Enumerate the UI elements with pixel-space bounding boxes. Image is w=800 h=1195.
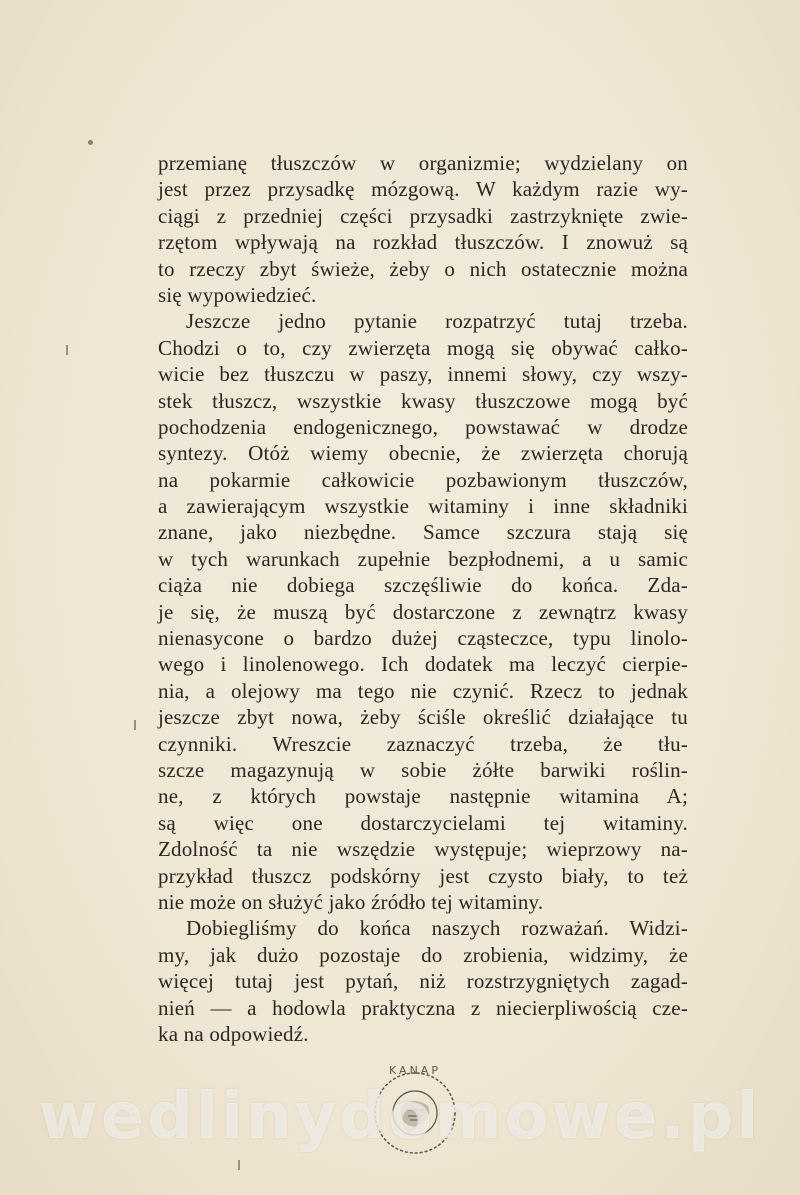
paragraph-start: Dobiegliśmy do końca naszych rozważań. Widzi- [186, 916, 688, 941]
text-line: jest przez przysadkę mózgową. W każdym razie wy- [158, 177, 688, 202]
text-line: Zdolność ta nie wszędzie występuje; wieprzowy na- [158, 837, 688, 862]
text-line: nienasycone o bardzo dużej cząsteczce, typu linolo- [158, 626, 688, 651]
text-line: nień — a hodowla praktyczna z niecierpliwością cze- [158, 995, 688, 1020]
text-line: więcej tutaj jest pytań, niż rozstrzygniętych zagad- [158, 969, 688, 994]
text-line: ne, z których powstaje następnie witamina A; [158, 784, 688, 809]
text-line: to rzeczy zbyt świeże, żeby o nich ostatecznie można [158, 256, 688, 281]
paper-mark [66, 345, 68, 355]
stamp-lettering: KANAP [389, 1064, 441, 1077]
text-line: Chodzi o to, czy zwierzęta mogą się obywać całko- [158, 335, 688, 360]
text-line: w tych warunkach zupełnie bezpłodnemi, a u samic [158, 546, 688, 571]
text-line: szcze magazynują w sobie żółte barwiki roślin- [158, 757, 688, 782]
text-line: nia, a olejowy ma tego nie czynić. Rzecz to jednak [158, 678, 688, 703]
body-text [158, 150, 688, 1047]
text-line: ka na odpowiedź. [158, 1021, 309, 1046]
text-line: jeszcze zbyt nowa, żeby ściśle określić działające tu [158, 705, 688, 730]
text-line: są więc one dostarczycielami tej witaminy. [158, 810, 688, 835]
text-line: syntezy. Otóż wiemy obecnie, że zwierzęta chorują [158, 441, 688, 466]
text-line: rzętom wpływają na rozkład tłuszczów. I znowuż są [158, 230, 688, 255]
text-line: wego i linolenowego. Ich dodatek ma leczyć cierpie- [158, 652, 688, 677]
paper-mark [238, 1160, 240, 1170]
text-line: się wypowiedzieć. [158, 282, 317, 307]
text-line: znane, jako niezbędne. Samce szczura stają się [158, 520, 688, 545]
text-line: nie może on służyć jako źródło tej witaminy. [158, 889, 544, 914]
paper-mark [134, 720, 136, 730]
text-line: czynniki. Wreszcie zaznaczyć trzeba, że tłu- [158, 731, 688, 756]
text-line: na pokarmie całkowicie pozbawionym tłuszczów, [158, 467, 688, 492]
text-line: je się, że muszą być dostarczone z zewnątrz kwasy [158, 599, 688, 624]
text-line: przemianę tłuszczów w organizmie; wydzielany on [158, 151, 688, 175]
text-line: ciągi z przedniej części przysadki zastrzyknięte zwie- [158, 203, 688, 228]
text-line: my, jak dużo pozostaje do zrobienia, widzimy, że [158, 942, 688, 967]
text-line: stek tłuszcz, wszystkie kwasy tłuszczowe mogą być [158, 388, 688, 413]
text-line: pochodzenia endogenicznego, powstawać w drodze [158, 414, 688, 439]
text-line: a zawierającym wszystkie witaminy i inne składniki [158, 494, 688, 519]
text-line: wicie bez tłuszczu w paszy, innemi słowy, czy wszy- [158, 362, 688, 387]
paper-speck [88, 140, 93, 145]
text-line: ciąża nie dobiega szczęśliwie do końca. Zda- [158, 573, 688, 598]
site-watermark: wedlinydomowe.pl [38, 1080, 762, 1154]
paragraph-start: Jeszcze jedno pytanie rozpatrzyć tutaj trzeba. [186, 309, 688, 334]
text-line: przykład tłuszcz podskórny jest czysto biały, to też [158, 863, 688, 888]
